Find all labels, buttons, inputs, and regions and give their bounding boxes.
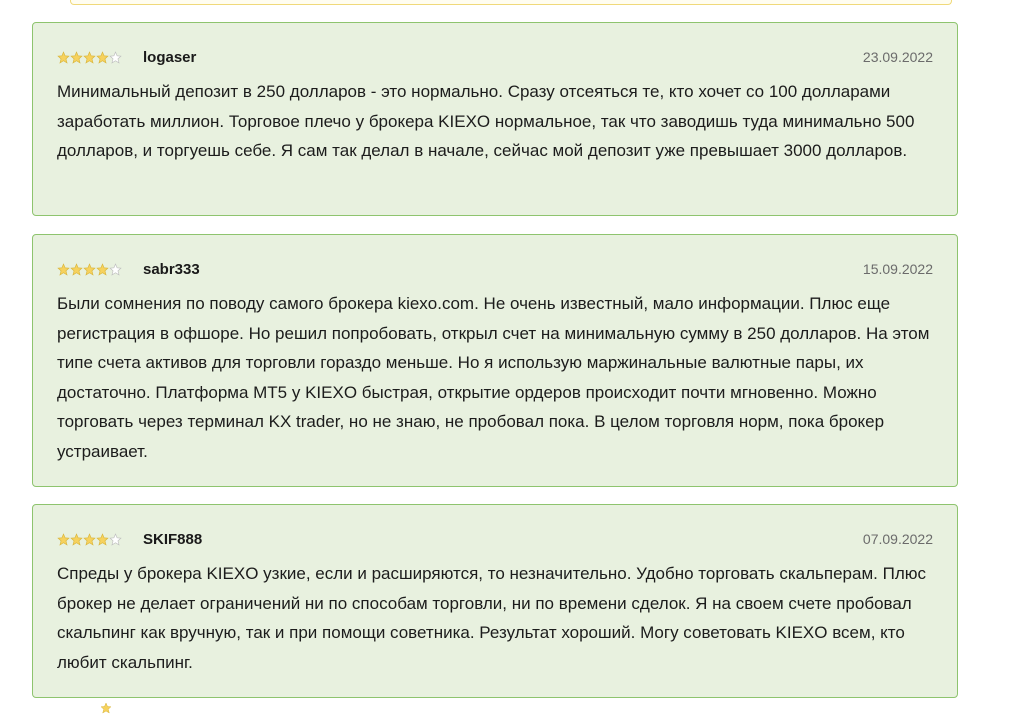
star-empty-icon — [109, 51, 122, 64]
review-date: 07.09.2022 — [862, 531, 933, 547]
review-header — [57, 47, 933, 67]
star-filled-icon — [83, 263, 96, 276]
rating-stars — [57, 263, 125, 276]
review-date: 15.09.2022 — [862, 261, 933, 277]
rating-stars — [57, 51, 125, 64]
review-card — [32, 22, 958, 216]
star-empty-icon — [109, 263, 122, 276]
review-username[interactable]: SKIF888 — [143, 530, 203, 548]
star-filled-icon — [96, 263, 109, 276]
star-empty-icon — [109, 533, 122, 546]
star-filled-icon — [70, 51, 83, 64]
star-filled-icon — [96, 51, 109, 64]
star-filled-icon — [100, 701, 112, 713]
review-text: Минимальный депозит в 250 долларов - это нормально. Сразу отсеяться те, кто хочет со 100 долларами заработать миллион. Торговое плечо у брокера KIEXO нормальное, так что заводишь туда минимально 500 долларов, и торгуешь себе. Я сам так делал в начале, сейчас мой депозит уже превышает 3000 долларов. — [57, 82, 915, 160]
review-header — [57, 259, 933, 279]
star-filled-icon — [57, 51, 70, 64]
review-username[interactable]: sabr333 — [143, 260, 200, 278]
star-filled-icon — [70, 263, 83, 276]
review-card — [32, 504, 958, 698]
rating-stars — [57, 533, 125, 546]
review-text: Спреды у брокера KIEXO узкие, если и расширяются, то незначительно. Удобно торговать скальперам. Плюс брокер не делает ограничений ни по способам торговли, ни по времени сделок. Я на своем счете пробовал скальпинг как вручную, так и при помощи советника. Результат хороший. Могу советовать KIEXO всем, кто любит скальпинг. — [57, 564, 926, 672]
review-date: 23.09.2022 — [862, 49, 933, 65]
star-filled-icon — [57, 533, 70, 546]
star-filled-icon — [57, 263, 70, 276]
review-card — [32, 234, 958, 487]
review-username[interactable]: logaser — [143, 48, 197, 66]
star-filled-icon — [96, 533, 109, 546]
star-filled-icon — [70, 533, 83, 546]
previous-card-edge — [70, 0, 952, 5]
review-header — [57, 529, 933, 549]
star-filled-icon — [83, 51, 96, 64]
review-text: Были сомнения по поводу самого брокера kiexo.com. Не очень известный, мало информации. Плюс еще регистрация в офшоре. Но решил попробовать, открыл счет на минимальную сумму в 250 долларов. На этом типе счета активов для торговли гораздо меньше. Но я использую маржинальные валютные пары, их достаточно. Платформа MT5 у KIEXO быстрая, открытие ордеров происходит почти мгновенно. Можно торговать через терминал KX trader, но не знаю, не пробовал пока. В целом торговля норм, пока брокер устраивает. — [57, 294, 930, 461]
star-filled-icon — [83, 533, 96, 546]
